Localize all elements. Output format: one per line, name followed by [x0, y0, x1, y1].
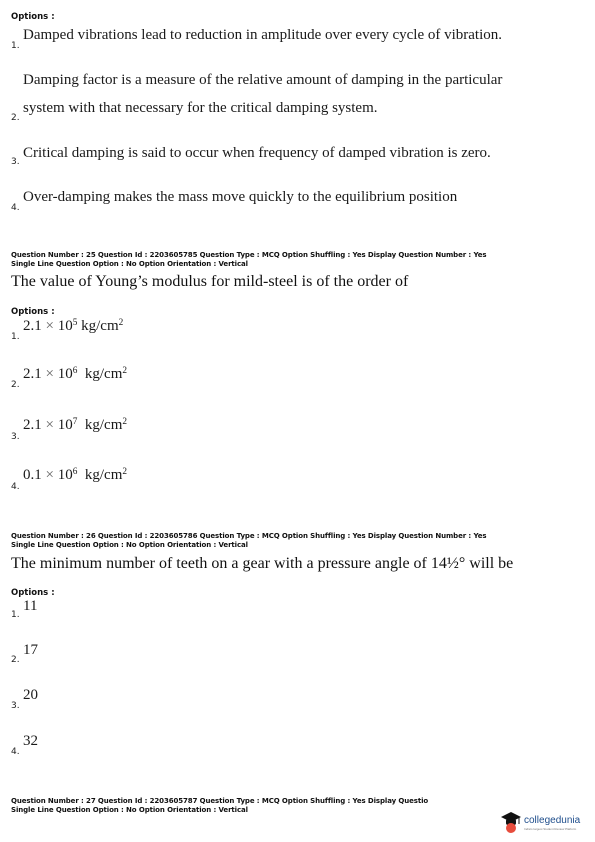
question-meta-line2: Single Line Question Option : No Option Orientation : Vertical	[11, 806, 248, 814]
option-text: 20	[23, 687, 38, 703]
option-text: Damped vibrations lead to reduction in amplitude over every cycle of vibration.	[23, 27, 503, 43]
question-meta: Question Number : 27 Question Id : 2203605787 Question Type : MCQ Option Shuffling : Yes Display Questio	[11, 797, 429, 805]
option-number: 1.	[11, 41, 20, 51]
logo-tagline: India's largest Student Review Platform	[524, 827, 577, 831]
option-expression: $2.1 \times 10^7$ $kg/cm^2$	[23, 417, 128, 434]
question-meta: Question Number : 26 Question Id : 2203605786 Question Type : MCQ Option Shuffling : Yes Display Question Number : Yes	[11, 532, 487, 540]
option-number: 1.	[11, 610, 20, 620]
option-number: 3.	[11, 157, 20, 167]
option-text: 17	[23, 642, 38, 658]
option-text: Damping factor is a measure of the relative amount of damping in the particular	[23, 72, 503, 88]
option-number: 2.	[11, 380, 20, 390]
option-number: 4.	[11, 747, 20, 757]
option-text: Over-damping makes the mass move quickly to the equilibrium position	[23, 189, 458, 205]
option-expression: $2.1 \times 10^5$ $kg/cm^2$	[23, 318, 124, 335]
option-text: 32	[23, 733, 38, 749]
question-meta-line2: Single Line Question Option : No Option Orientation : Vertical	[11, 541, 248, 549]
option-expression: $2.1 \times 10^6$ $kg/cm^2$	[23, 366, 128, 383]
options-label: Options :	[11, 307, 55, 317]
option-text: Critical damping is said to occur when frequency of damped vibration is zero.	[23, 145, 491, 161]
graduation-cap-icon	[499, 806, 589, 836]
question-text: The value of Young’s modulus for mild-steel is of the order of	[11, 273, 409, 290]
question-meta-line2: Single Line Question Option : No Option Orientation : Vertical	[11, 260, 248, 268]
option-text-continued: system with that necessary for the critical damping system.	[23, 100, 378, 116]
logo-name: collegedunia	[524, 815, 581, 826]
option-expression: $0.1 \times 10^6$ $kg/cm^2$	[23, 467, 128, 484]
question-text: The minimum number of teeth on a gear with a pressure angle of 14½° will be	[11, 555, 514, 572]
option-text: 11	[23, 598, 38, 614]
option-number: 2.	[11, 113, 20, 123]
option-number: 3.	[11, 432, 20, 442]
option-number: 4.	[11, 203, 20, 213]
option-number: 2.	[11, 655, 20, 665]
options-label: Options :	[11, 12, 55, 22]
option-number: 1.	[11, 332, 20, 342]
options-label: Options :	[11, 588, 55, 598]
question-meta: Question Number : 25 Question Id : 2203605785 Question Type : MCQ Option Shuffling : Yes Display Question Number : Yes	[11, 251, 487, 259]
collegedunia-logo	[499, 806, 589, 836]
option-number: 4.	[11, 482, 20, 492]
option-number: 3.	[11, 701, 20, 711]
